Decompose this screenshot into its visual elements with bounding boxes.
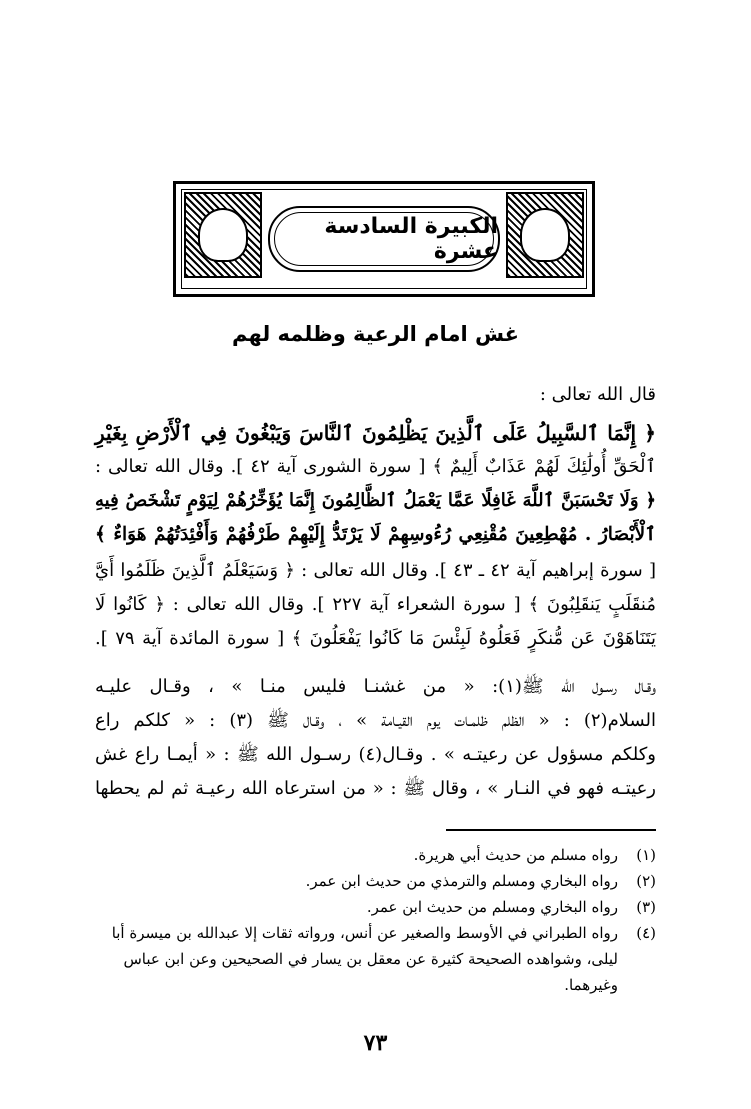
chapter-title: الكبيرة السادسة عشرة <box>324 214 498 264</box>
body-line-10: وكلكم مسؤول عن رعيتـه » . وقـال(٤) رسـول الله ﷺ : « أيمـا راع غش <box>95 744 657 765</box>
footnote-divider <box>446 829 656 831</box>
ornament-right-icon <box>506 192 584 278</box>
body-line-1: ﴿ إِنَّمَا ٱلسَّبِيلُ عَلَى ٱلَّذِينَ يَظْلِمُونَ ٱلنَّاسَ وَيَبْغُونَ فِي ٱلْأَرْضِ بِغَيْرِ <box>95 421 656 445</box>
footnote-text: رواه البخاري ومسلم من حديث ابن عمر. <box>366 898 618 916</box>
footnote-4-continuation-2: وغيرهما. <box>564 976 618 994</box>
footnote-1 <box>95 842 656 868</box>
section-subtitle: غش امام الرعية وظلمه لهم <box>232 322 519 346</box>
footnote-number: (٣) <box>636 898 656 916</box>
body-line-8: وقـال رسـول الله ﷺ(١): « من غشنـا فليس منـا » ، وقـال عليـه <box>95 676 656 697</box>
body-line-7: يَتَنَاهَوْنَ عَن مُّنكَرٍ فَعَلُوهُ لَبِئْسَ مَا كَانُوا يَفْعَلُونَ ﴾ [ سورة المائدة آية ٧٩ ]. <box>95 628 656 649</box>
footnote-text: رواه مسلم من حديث أبي هريرة. <box>413 846 618 864</box>
footnote-2 <box>95 868 656 894</box>
footnote-number: (٢) <box>636 872 656 890</box>
footnote-3 <box>95 894 656 920</box>
footnote-number: (١) <box>636 846 656 864</box>
body-line-4: ٱلْأَبْصَارُ . مُهْطِعِينَ مُقْنِعِي رُءُوسِهِمْ لَا يَرْتَدُّ إِلَيْهِمْ طَرْفُهُمْ وَأَفْئِدَتُهُمْ هَوَاءٌ ﴾ <box>95 524 656 545</box>
body-line-5: [ سورة إبراهيم آية ٤٢ ـ ٤٣ ]. وقال الله تعالى : ﴿ وَسَيَعْلَمُ ٱلَّذِينَ ظَلَمُوا أَيَّ <box>95 560 656 581</box>
body-line-2: ٱلْحَقِّ أُولَٰئِكَ لَهُمْ عَذَابٌ أَلِيمٌ ﴾ [ سورة الشورى آية ٤٢ ]. وقال الله تعالى : <box>95 456 656 477</box>
page-number: ٧٣ <box>363 1030 388 1056</box>
footnote-text: رواه البخاري ومسلم والترمذي من حديث ابن عمر. <box>305 872 618 890</box>
intro-line: قال الله تعالى : <box>539 384 656 405</box>
body-line-6: مُنقَلَبٍ يَنقَلِبُونَ ﴾ [ سورة الشعراء آية ٢٢٧ ]. وقال الله تعالى : ﴿ كَانُوا لَا <box>95 594 656 615</box>
footnote-number: (٤) <box>636 924 656 942</box>
body-line-3: ﴿ وَلَا تَحْسَبَنَّ ٱللَّهَ غَافِلًا عَمَّا يَعْمَلُ ٱلظَّالِمُونَ إِنَّمَا يُؤَخِّرُهُمْ لِيَوْمٍ تَشْخَصُ فِيهِ <box>95 490 656 511</box>
body-line-9: السلام(٢) : « الظلم ظلمـات يوم القيـامة » ، وقـال ﷺ (٣) : « كلكم راع <box>95 710 656 731</box>
body-line-11: رعيتـه فهو في النـار » ، وقال ﷺ : « من استرعاه الله رعيـة ثم لم يحطها <box>95 778 656 799</box>
title-cartouche <box>268 206 500 272</box>
footnote-4-continuation-1: ليلى، وشواهده الصحيحة كثيرة عن معقل بن يسار في الصحيحين وعن ابن عباس <box>123 950 618 968</box>
ornament-left-icon <box>184 192 262 278</box>
chapter-title-frame <box>173 181 595 297</box>
footnote-text: رواه الطبراني في الأوسط والصغير عن أنس، ورواته ثقات إلا عبدالله بن ميسرة أبا <box>111 924 618 942</box>
footnote-4 <box>95 920 656 946</box>
